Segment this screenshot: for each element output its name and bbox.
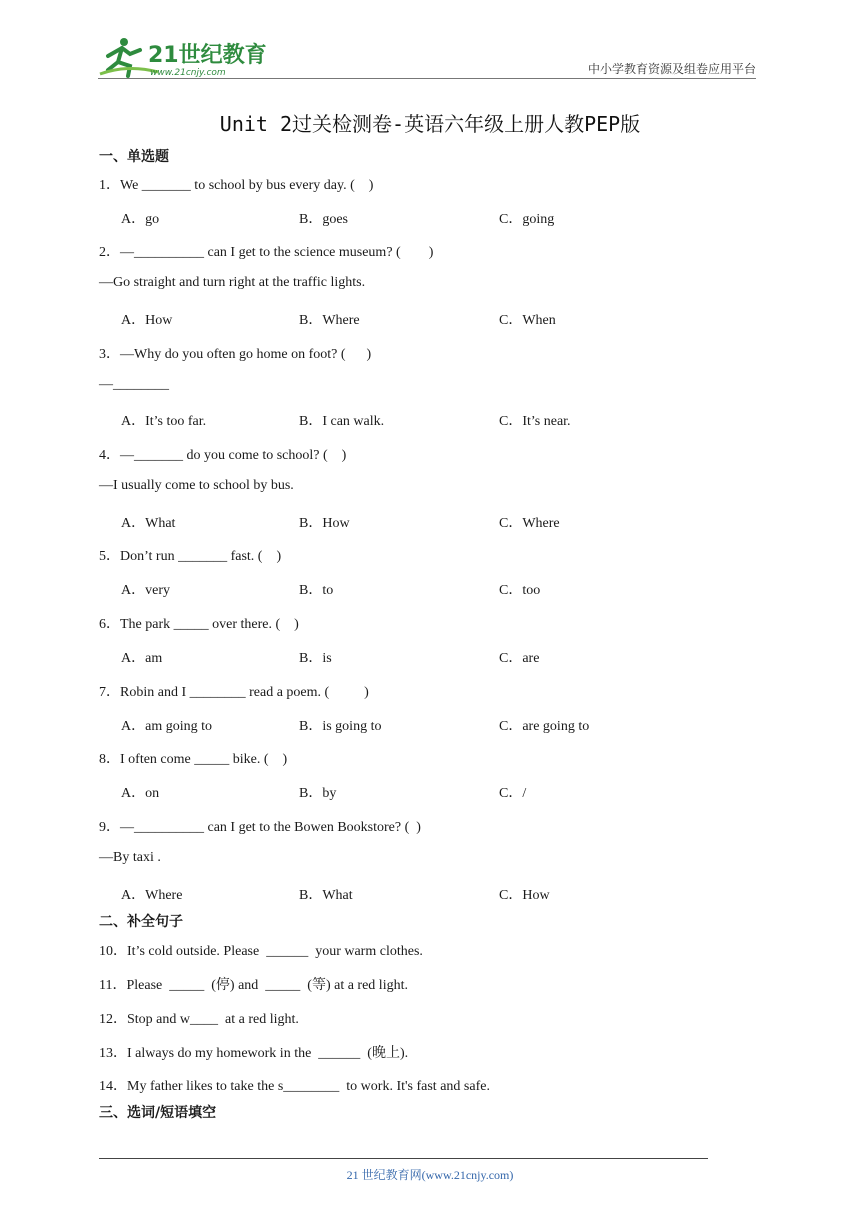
logo: [98, 34, 268, 78]
question-4-option-c: C．Where: [499, 516, 560, 531]
question-8-option-b: B．by: [299, 786, 337, 801]
svg-text:21世纪教育: 21世纪教育: [148, 43, 267, 68]
question-2-option-a: A．How: [121, 313, 173, 328]
footer-divider: [99, 1158, 708, 1159]
question-3: 3．—Why do you often go home on foot? ( ): [99, 347, 372, 362]
question-9-response: —By taxi .: [99, 850, 161, 865]
question-7: 7．Robin and I ________ read a poem. ( ): [99, 685, 369, 700]
question-7-option-b: B．is going to: [299, 719, 382, 734]
question-4-option-a: A．What: [121, 516, 176, 531]
question-1-option-a: A．go: [121, 212, 160, 227]
question-4: 4．—_______ do you come to school? ( ): [99, 448, 347, 463]
question-5-option-b: B．to: [299, 583, 334, 598]
question-1-option-b: B．goes: [299, 212, 348, 227]
logo-runner-icon: [98, 34, 268, 78]
page-title: Unit 2过关检测卷-英语六年级上册人教PEP版: [219, 112, 641, 136]
question-8: 8．I often come _____ bike. ( ): [99, 752, 288, 767]
question-4-response: —I usually come to school by bus.: [99, 478, 294, 493]
footer-link[interactable]: 21 世纪教育网(www.21cnjy.com): [346, 1168, 514, 1182]
section-heading-2: 二、补全句子: [99, 914, 183, 930]
header-slogan: 中小学教育资源及组卷应用平台: [587, 62, 756, 76]
question-2-option-b: B．Where: [299, 313, 360, 328]
question-10: 10．It’s cold outside. Please ______ your warm clothes.: [99, 944, 423, 959]
svg-text:www.21cnjy.com: www.21cnjy.com: [150, 68, 226, 78]
question-3-option-a: A．It’s too far.: [121, 414, 207, 429]
question-3-response: —________: [99, 377, 169, 392]
question-9: 9．—__________ can I get to the Bowen Bookstore? ( ): [99, 820, 421, 835]
question-9-option-a: A．Where: [121, 888, 183, 903]
question-5: 5．Don’t run _______ fast. ( ): [99, 549, 282, 564]
question-2-response: —Go straight and turn right at the traffic lights.: [99, 275, 366, 290]
section-heading-3: 三、选词/短语填空: [99, 1105, 217, 1121]
page-header: [98, 30, 756, 80]
question-11: 11．Please _____ (停) and _____ (等) at a red light.: [99, 978, 408, 993]
question-14: 14．My father likes to take the s________ to work. It's fast and safe.: [99, 1079, 490, 1094]
question-2-option-c: C．When: [499, 313, 556, 328]
question-3-option-c: C．It’s near.: [499, 414, 571, 429]
question-6-option-a: A．am: [121, 651, 163, 666]
question-4-option-b: B．How: [299, 516, 350, 531]
question-8-option-c: C．/: [499, 786, 527, 801]
header-divider: [98, 78, 756, 79]
question-6: 6．The park _____ over there. ( ): [99, 617, 299, 632]
question-5-option-c: C．too: [499, 583, 541, 598]
question-5-option-a: A．very: [121, 583, 170, 598]
question-12: 12．Stop and w____ at a red light.: [99, 1012, 299, 1027]
question-8-option-a: A．on: [121, 786, 160, 801]
question-6-option-c: C．are: [499, 651, 540, 666]
question-7-option-c: C．are going to: [499, 719, 590, 734]
question-6-option-b: B．is: [299, 651, 332, 666]
question-3-option-b: B．I can walk.: [299, 414, 385, 429]
question-9-option-c: C．How: [499, 888, 550, 903]
question-9-option-b: B．What: [299, 888, 353, 903]
section-heading-1: 一、单选题: [99, 149, 169, 165]
question-13: 13．I always do my homework in the ______ (晚上).: [99, 1046, 409, 1061]
question-1: 1．We _______ to school by bus every day. ( ): [99, 178, 374, 193]
question-7-option-a: A．am going to: [121, 719, 212, 734]
question-1-option-c: C．going: [499, 212, 555, 227]
question-2: 2．—__________ can I get to the science museum? ( ): [99, 245, 434, 260]
